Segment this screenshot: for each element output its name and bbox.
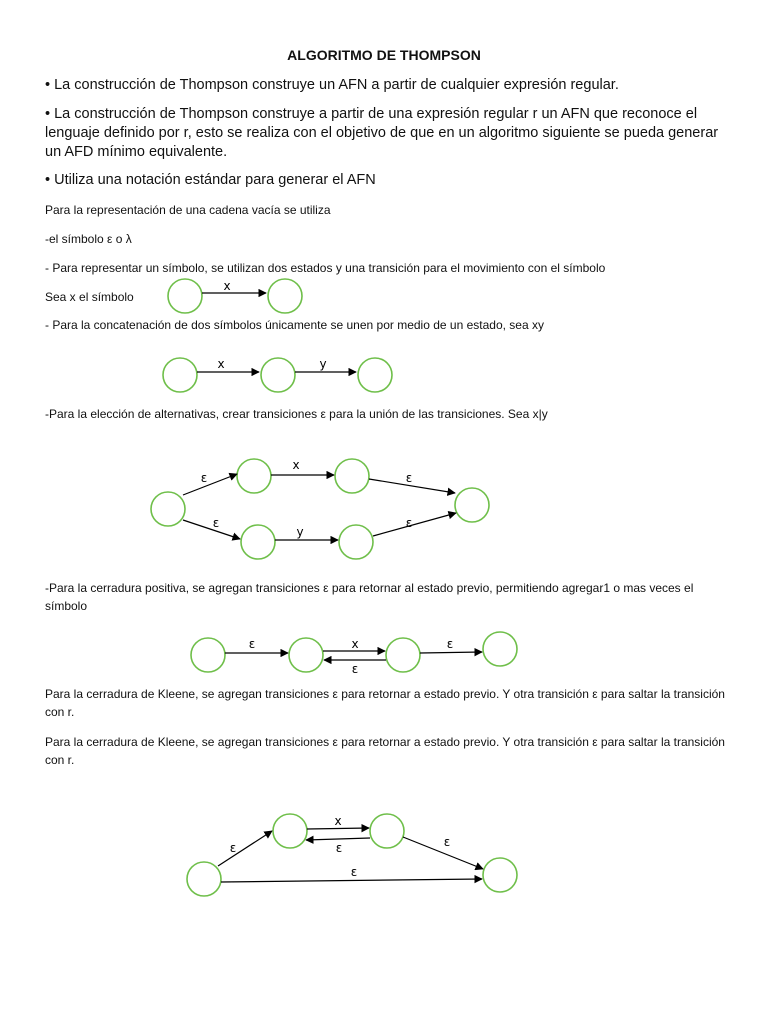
state-circle [339,525,373,559]
state-circle [151,492,185,526]
transition-label: ε [405,516,413,530]
transition-arrow [183,474,237,495]
transition-arrow [183,520,240,539]
paragraph-kleene-1: Para la cerradura de Kleene, se agregan transiciones ε para retornar a estado previo. Y otra transición ε para saltar la transición con r. [45,687,725,719]
state-circle [386,638,420,672]
paragraph-kleene-2: Para la cerradura de Kleene, se agregan transiciones ε para retornar a estado previo. Y otra transición ε para saltar la transición con r. [45,735,725,767]
paragraph-sea-x: Sea x el símbolo [45,290,134,304]
transition-label: ε [229,841,237,855]
transition-label: x [217,357,225,371]
diagram-kleene-closure [187,814,517,896]
transition-label: ε [200,471,208,485]
transition-arrow [307,828,369,829]
transition-arrow [373,513,456,536]
paragraph-epsilon-symbol: -el símbolo ε o λ [45,232,132,246]
page-title: ALGORITMO DE THOMPSON [287,47,481,63]
paragraph-concatenation: - Para la concatenación de dos símbolos únicamente se unen por medio de un estado, sea xy [45,318,544,332]
state-circle [191,638,225,672]
transition-label: ε [446,637,454,651]
diagram-alternatives [151,458,489,559]
state-circle [163,358,197,392]
state-circle [483,632,517,666]
state-circle [335,459,369,493]
transition-label: x [292,458,300,472]
state-circle [241,525,275,559]
state-circle [187,862,221,896]
state-circle [237,459,271,493]
paragraph-symbol: - Para representar un símbolo, se utilizan dos estados y una transición para el movimiento con el símbolo [45,261,606,275]
transition-label: ε [212,516,220,530]
state-circle [483,858,517,892]
transition-arrow [306,838,370,840]
state-circle [358,358,392,392]
transition-label: ε [405,471,413,485]
transition-label: ε [335,841,343,855]
diagram-positive-closure [191,632,517,676]
transition-arrow [221,879,482,882]
transition-label: ε [248,637,256,651]
state-circle [273,814,307,848]
transition-arrow [420,652,482,653]
bullet-2: • La construcción de Thompson construye a partir de una expresión regular r un AFN que reconoce el lenguaje definido por r, esto se realiza con el objetivo de que en un algoritmo siguiente se pueda generar un AFD mínimo equivalente. [45,106,719,160]
transition-label: ε [351,662,359,676]
diagram-concatenation [163,357,392,392]
paragraph-empty-string: Para la representación de una cadena vacía se utiliza [45,203,331,217]
state-circle [261,358,295,392]
transition-label: ε [443,835,451,849]
transition-label: y [319,357,327,371]
bullet-3: • Utiliza una notación estándar para generar el AFN [45,172,376,188]
transition-label: x [223,279,231,293]
state-circle [268,279,302,313]
transition-label: x [334,814,342,828]
transition-label: x [351,637,359,651]
paragraph-positive-closure: -Para la cerradura positiva, se agregan transiciones ε para retornar al estado previo, permitiendo agregar1 o mas veces el símbolo [45,581,694,613]
transition-label: ε [350,865,358,879]
transition-arrow [218,831,272,866]
paragraph-alternatives: -Para la elección de alternativas, crear transiciones ε para la unión de las transiciones. Sea x|y [45,407,548,421]
state-circle [289,638,323,672]
state-circle [168,279,202,313]
diagram-symbol [168,279,302,313]
transition-label: y [296,525,304,539]
state-circle [455,488,489,522]
bullet-1: • La construcción de Thompson construye un AFN a partir de cualquier expresión regular. [45,77,619,93]
state-circle [370,814,404,848]
